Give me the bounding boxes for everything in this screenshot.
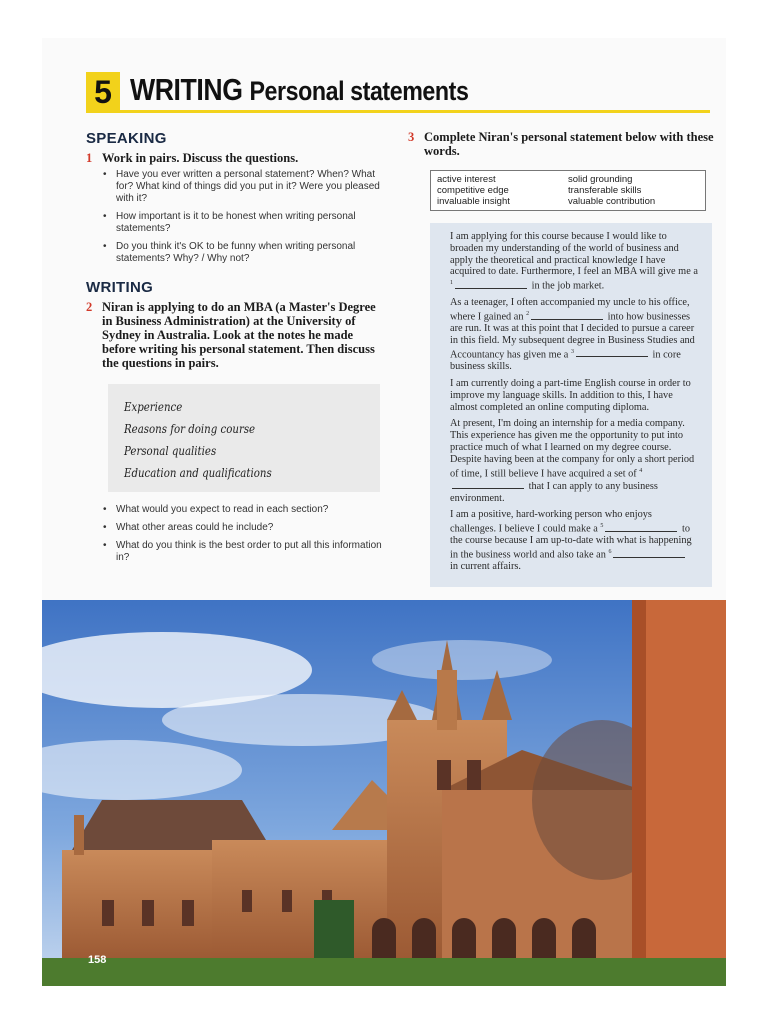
- statement-paragraph-4: [450, 418, 698, 504]
- unit-title-main: WRITING: [130, 72, 243, 107]
- list-item: • What other areas could he include?: [102, 522, 386, 534]
- gap-number: 5: [600, 523, 604, 530]
- word-item: invaluable insight: [437, 196, 510, 207]
- speaking-heading: SPEAKING: [86, 130, 167, 147]
- question-3: [408, 130, 714, 158]
- statement-text: I am applying for this course because I would like to broaden my understanding of the world of business and apply the theoretical and practical knowledge I have acquired to date. Furthermore, I feel an MBA will give me a: [450, 231, 698, 278]
- gap-blank[interactable]: [531, 311, 603, 320]
- gap-blank[interactable]: [605, 523, 677, 532]
- question-1-text: Work in pairs. Discuss the questions.: [102, 151, 299, 165]
- word-item: valuable contribution: [568, 196, 656, 207]
- statement-paragraph-2: [450, 297, 698, 373]
- question-3-number: 3: [408, 130, 415, 144]
- note-item: Experience: [124, 400, 183, 414]
- statement-text: to the course because I am up-to-date with what is happening in the business world and also take an: [450, 523, 692, 561]
- list-item: • How important is it to be honest when writing personal statements?: [102, 211, 386, 235]
- gap-number: 2: [526, 311, 530, 318]
- statement-text: in the job market.: [531, 280, 605, 292]
- word-item: transferable skills: [568, 185, 642, 196]
- question-3-text: Complete Niran's personal statement below with these words.: [424, 130, 714, 158]
- gap-blank[interactable]: [452, 480, 524, 489]
- gap-number: 3: [570, 349, 574, 356]
- gap-blank[interactable]: [455, 280, 527, 289]
- word-box: [430, 170, 706, 211]
- question-2-number: 2: [86, 300, 93, 314]
- unit-subtitle: Personal statements: [249, 76, 469, 106]
- statement-text: in core business skills.: [450, 349, 681, 373]
- list-item: • Do you think it's OK to be funny when writing personal statements? Why? / Why not?: [102, 241, 386, 265]
- writing-bullets: [86, 504, 386, 564]
- question-2-text: Niran is applying to do an MBA (a Master's Degree in Business Administration) at the University of Sydney in Australia. Look at the notes he made before writing his personal statement. Then discuss the questions in pairs.: [102, 300, 376, 370]
- unit-title-row: [86, 72, 718, 112]
- note-item: Education and qualifications: [124, 466, 272, 480]
- statement-paragraph-5: [450, 509, 698, 573]
- list-item: • What do you think is the best order to put all this information in?: [102, 540, 386, 564]
- personal-statement-box: [430, 223, 712, 587]
- writing-heading: WRITING: [86, 279, 154, 296]
- textbook-page: [42, 38, 726, 986]
- statement-paragraph-3: I am currently doing a part-time English course in order to improve my language skills. In addition to this, I have almost completed an online computing diploma.: [450, 378, 691, 413]
- page-number: 158: [88, 954, 107, 966]
- right-column: [408, 130, 714, 587]
- unit-title: [130, 72, 468, 108]
- title-underline: [86, 110, 710, 113]
- statement-text: in current affairs.: [450, 561, 521, 573]
- gap-blank[interactable]: [576, 348, 648, 357]
- statement-text: At present, I'm doing an internship for a media company. This experience has given me the opportunity to put into practice much of what I learned on my degree course. Despite having been at the company for only a short period of time, I still believe I have acquired a set of: [450, 418, 695, 480]
- word-item: active interest: [437, 174, 496, 185]
- word-item: solid grounding: [568, 174, 633, 185]
- statement-text: I am a positive, hard-working person who enjoys challenges. I believe I could make a: [450, 509, 652, 535]
- question-1: [86, 151, 386, 165]
- list-item: • Have you ever written a personal statement? When? What for? What kind of things did you put in it? Were you pleased with it?: [102, 169, 386, 205]
- note-item: Personal qualities: [124, 444, 217, 458]
- statement-text: As a teenager, I often accompanied my uncle to his office, where I gained an: [450, 297, 690, 323]
- list-item: • What would you expect to read in each section?: [102, 504, 386, 516]
- gap-number: 6: [608, 549, 612, 556]
- speaking-bullets: [86, 169, 386, 265]
- statement-text: that I can apply to any business environment.: [450, 480, 658, 504]
- gap-number: 4: [639, 467, 643, 474]
- question-2: [86, 300, 386, 370]
- statement-text: into how businesses are run. It was at this point that I decided to pursue a career in this field. My subsequent degree in Business Studies and Accountancy has given me a: [450, 311, 695, 361]
- question-1-number: 1: [86, 151, 93, 165]
- unit-number-badge: 5: [86, 72, 120, 112]
- sandstone-building-illustration: [42, 600, 726, 986]
- statement-paragraph-1: [450, 231, 698, 292]
- gap-blank[interactable]: [613, 549, 685, 558]
- note-item: Reasons for doing course: [124, 422, 256, 436]
- university-photo: [42, 600, 726, 986]
- word-item: competitive edge: [437, 185, 509, 196]
- notes-box: [108, 384, 380, 492]
- gap-number: 1: [450, 280, 453, 287]
- left-column: [86, 130, 386, 570]
